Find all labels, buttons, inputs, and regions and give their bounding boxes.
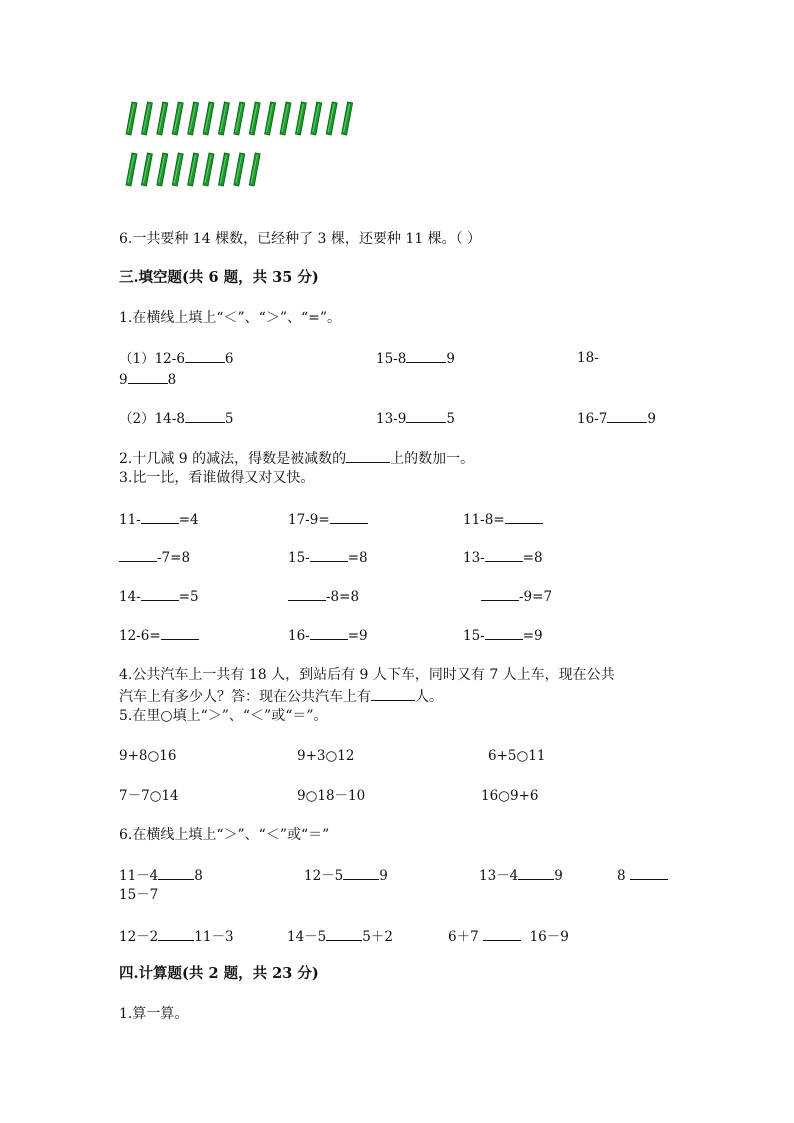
fill-q6-prompt: 6.在横线上填上“＞”、“＜”或“＝”: [119, 827, 330, 843]
counting-stick: [295, 102, 306, 135]
sticks-group-15: [122, 100, 362, 138]
counting-stick: [157, 153, 168, 186]
expression-left: 16-7: [577, 411, 608, 427]
expression-right: =5: [178, 589, 199, 605]
answer-blank[interactable]: [505, 510, 543, 524]
fill-q3-prompt: 3.比一比，看谁做得又对又快。: [119, 470, 315, 486]
expression-left: 11-8=: [463, 512, 505, 528]
counting-sticks-row-1: [122, 100, 362, 138]
expression-left: （1）12-6: [119, 351, 185, 367]
expression-right: =9: [522, 628, 543, 644]
counting-stick: [249, 102, 260, 135]
expression-right: 11－3: [194, 929, 234, 945]
q4-text-after: 人。: [415, 689, 443, 705]
expression-right: =4: [178, 512, 199, 528]
expression-right: 5: [224, 411, 234, 427]
answer-blank[interactable]: [406, 349, 446, 363]
answer-blank[interactable]: [141, 510, 179, 524]
expression-left: 15-: [463, 628, 485, 644]
counting-stick: [218, 153, 229, 186]
answer-blank[interactable]: [485, 548, 523, 562]
expression-right: 5＋2: [362, 929, 393, 945]
counting-stick: [203, 102, 214, 135]
q1-row2-item-b: [376, 409, 455, 428]
sticks-group-9: [122, 151, 272, 189]
q1-row1-item-c: 18-: [577, 350, 599, 366]
q1-row2-item-a: [119, 409, 234, 428]
counting-stick: [234, 102, 245, 135]
expression-right: 6: [224, 351, 234, 367]
q2-text-before: 2.十几减 9 的减法，得数是被减数的: [119, 451, 347, 467]
q3-r2-a: [119, 548, 190, 567]
expression-left: 13-: [463, 550, 485, 566]
counting-stick: [126, 153, 137, 186]
q3-r3-a: [119, 587, 199, 606]
expression-left: 13-9: [376, 411, 407, 427]
counting-stick: [326, 102, 337, 135]
expression-right: 9: [446, 351, 455, 367]
answer-blank[interactable]: [330, 510, 368, 524]
answer-blank[interactable]: [288, 587, 326, 601]
expression-left: 13－4: [479, 868, 519, 884]
q6-r2-b: [287, 927, 393, 946]
q6-r1-c: [479, 866, 563, 885]
expression-right: -7=8: [157, 550, 191, 566]
expression-left: 11-: [119, 512, 141, 528]
counting-sticks-row-2: [122, 151, 272, 189]
q1-row1-item-c-wrap: [119, 370, 176, 389]
fill-q1-prompt: 1.在横线上填上“＜”、“＞”、“=”。: [119, 310, 342, 326]
answer-blank[interactable]: [141, 587, 179, 601]
expression-left: 12-6=: [119, 628, 161, 644]
counting-stick: [126, 102, 137, 135]
q4-text-before: 汽车上有多少人？答：现在公共汽车上有: [119, 689, 371, 705]
judge-question-6: 6.一共要种 14 棵数，已经种了 3 棵，还要种 11 棵。（ ）: [119, 231, 482, 247]
q3-r2-c: [463, 548, 543, 567]
q6-r1-b: [304, 866, 388, 885]
fill-q2: [119, 449, 474, 468]
counting-stick: [280, 102, 291, 135]
q3-r3-c: [481, 587, 552, 606]
expression-left: 11－4: [119, 868, 159, 884]
counting-stick: [188, 102, 199, 135]
expression-right: 9: [554, 868, 563, 884]
q2-text-after: 上的数加一。: [390, 451, 475, 467]
expression-left: 17-9=: [288, 512, 330, 528]
counting-stick: [249, 153, 260, 186]
q3-r3-b: [288, 587, 359, 606]
q5-r1-b: 9+3○12: [297, 748, 355, 764]
fill-q4-line1: 4.公共汽车上一共有 18 人，到站后有 9 人下车，同时又有 7 人上车，现在公共: [119, 667, 615, 683]
q3-r4-c: [463, 626, 543, 645]
expression-right: -8=8: [326, 589, 360, 605]
q5-r1-c: 6+5○11: [488, 748, 546, 764]
q1-row1-item-b: [376, 349, 455, 368]
expression-right: 16－9: [529, 929, 569, 945]
answer-blank[interactable]: [128, 370, 168, 384]
q3-r1-c: [463, 510, 543, 529]
answer-blank[interactable]: [158, 927, 194, 941]
q6-r1-a: [119, 866, 203, 885]
expression-left: 12－5: [304, 868, 344, 884]
counting-stick: [311, 102, 322, 135]
calc-q1: 1.算一算。: [119, 1006, 189, 1022]
q5-r2-c: 16○9+6: [481, 788, 539, 804]
answer-blank[interactable]: [371, 687, 415, 701]
expression-left: 15-: [288, 550, 310, 566]
answer-blank[interactable]: [485, 626, 523, 640]
q3-r1-b: [288, 510, 368, 529]
q5-r2-a: 7－7○14: [119, 788, 179, 804]
counting-stick: [172, 153, 183, 186]
answer-blank[interactable]: [161, 626, 199, 640]
answer-blank[interactable]: [518, 866, 554, 880]
q5-r1-a: 9+8○16: [119, 748, 177, 764]
counting-stick: [141, 102, 152, 135]
answer-blank[interactable]: [481, 587, 519, 601]
answer-blank[interactable]: [185, 349, 225, 363]
expression-left: 8: [617, 868, 626, 884]
q3-r1-a: [119, 510, 199, 529]
answer-blank[interactable]: [158, 866, 194, 880]
section-4-title: 四.计算题(共 2 题，共 23 分): [119, 965, 319, 982]
expression-right: 8: [194, 868, 203, 884]
expression-right: 9: [379, 868, 388, 884]
answer-blank[interactable]: [310, 626, 348, 640]
answer-blank[interactable]: [607, 409, 647, 423]
expression-right: 8: [167, 372, 177, 388]
q6-r2-c: [448, 927, 569, 946]
q6-r1-d: [617, 866, 668, 885]
expression-left: 9: [119, 372, 128, 388]
answer-blank[interactable]: [343, 866, 379, 880]
counting-stick: [172, 102, 183, 135]
counting-stick: [203, 153, 214, 186]
expression-right: -9=7: [519, 589, 553, 605]
answer-blank[interactable]: [326, 927, 362, 941]
counting-stick: [157, 102, 168, 135]
section-3-title: 三.填空题(共 6 题，共 35 分): [119, 269, 319, 286]
answer-blank[interactable]: [310, 548, 348, 562]
expression-left: 12－2: [119, 929, 159, 945]
counting-stick: [141, 153, 152, 186]
expression-left: （2）14-8: [119, 411, 185, 427]
q3-r4-b: [288, 626, 368, 645]
expression-right: 9: [647, 411, 656, 427]
counting-stick: [234, 153, 245, 186]
expression-left: 15-8: [376, 351, 407, 367]
expression-right: =8: [522, 550, 543, 566]
counting-stick: [342, 102, 353, 135]
answer-blank[interactable]: [483, 927, 521, 941]
q6-r2-a: [119, 927, 234, 946]
counting-stick: [188, 153, 199, 186]
answer-blank[interactable]: [346, 449, 390, 463]
expression-left: 14-: [119, 589, 141, 605]
expression-left: 14－5: [287, 929, 327, 945]
q3-r4-a: [119, 626, 199, 645]
expression-left: 6＋7: [448, 929, 479, 945]
counting-stick: [218, 102, 229, 135]
expression-right: =8: [347, 550, 368, 566]
answer-blank[interactable]: [185, 409, 225, 423]
fill-q4-line2: [119, 687, 443, 706]
q6-r1-d-wrap: 15－7: [119, 887, 159, 903]
answer-blank[interactable]: [119, 548, 157, 562]
fill-q5-prompt: 5.在里○填上“＞”、“＜”或“＝”。: [119, 708, 328, 724]
answer-blank[interactable]: [406, 409, 446, 423]
q1-row2-item-c: [577, 409, 656, 428]
q3-r2-b: [288, 548, 368, 567]
expression-right: =9: [347, 628, 368, 644]
answer-blank[interactable]: [630, 866, 668, 880]
counting-stick: [265, 102, 276, 135]
q1-row1-item-a: [119, 349, 234, 368]
expression-left: 16-: [288, 628, 310, 644]
expression-right: 5: [446, 411, 455, 427]
q5-r2-b: 9○18－10: [297, 788, 366, 804]
